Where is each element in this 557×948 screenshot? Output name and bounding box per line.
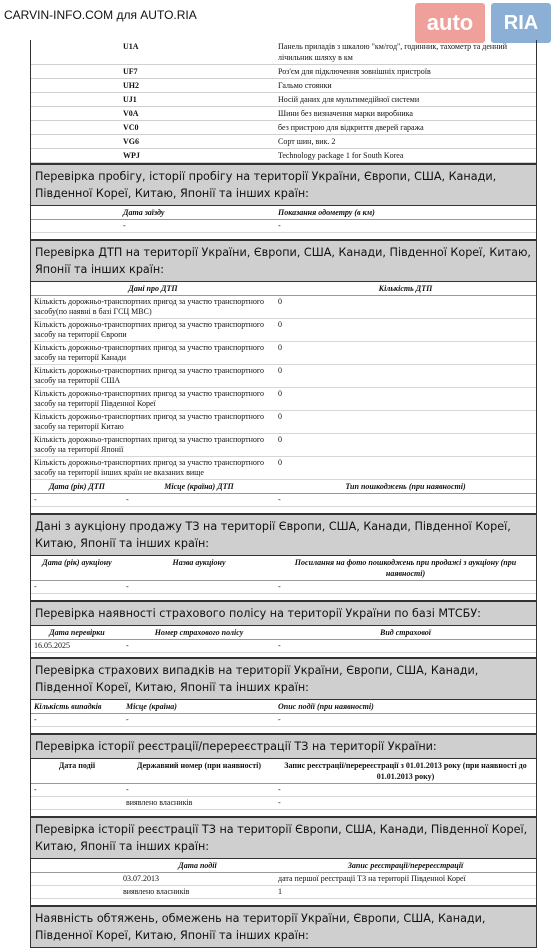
site-title: CARVIN-INFO.COM для AUTO.RIA xyxy=(4,8,197,22)
ria-logo: RIA xyxy=(491,3,551,43)
table-row: Кількість дорожньо-транспортних пригод за участю транспортного засобу(по наявні в базі ГСЦ МВС) 0 xyxy=(31,296,536,319)
table-row: - - xyxy=(31,220,536,233)
option-row: V0A Шини без визначення марки виробника xyxy=(31,107,536,121)
section-mileage-title: Перевірка пробігу, історії пробігу на території України, Європи, США, Канади, Південної Кореї, Китаю, Японії та інших країн: xyxy=(31,163,536,206)
table-row: Кількість дорожньо-транспортних пригод за участю транспортного засобу на території Китаю 0 xyxy=(31,411,536,434)
section-registration-world-title: Перевірка історії реєстрації ТЗ на території Європи, США, Канади, Південної Кореї, Китаю, Японії та інших країн: xyxy=(31,816,536,859)
table-row: Кількість дорожньо-транспортних пригод за участю транспортного засобу на території Європи 0 xyxy=(31,319,536,342)
table-row: - - - xyxy=(31,784,536,797)
table-row: Кількість дорожньо-транспортних пригод за участю транспортного засобу на території США 0 xyxy=(31,365,536,388)
option-row: UH2 Гальмо стоянки xyxy=(31,79,536,93)
option-row: UJ1 Носій даних для мультимедійної системи xyxy=(31,93,536,107)
section-insurance-title: Перевірка наявності страхового полісу на території України по базі МТСБУ: xyxy=(31,600,536,626)
section-accidents-title: Перевірка ДТП на території України, Європи, США, Канади, Південної Кореї, Китаю, Японії та інших країн: xyxy=(31,239,536,282)
option-row: VG6 Сорт шин, вик. 2 xyxy=(31,135,536,149)
table-row: Кількість дорожньо-транспортних пригод за участю транспортного засобу на території інших країн не вказаних вище 0 xyxy=(31,457,536,480)
registration-world-table-header: Дата події Запис реєстрації/перереєстрації xyxy=(31,859,536,873)
accidents-table-header: Дані про ДТП Кількість ДТП xyxy=(31,282,536,296)
table-row: Кількість дорожньо-транспортних пригод за участю транспортного засобу на території Японії 0 xyxy=(31,434,536,457)
option-row: WPJ Technology package 1 for South Korea xyxy=(31,149,536,163)
table-row: - - - xyxy=(31,714,536,727)
table-row: виявлено власників 1 xyxy=(31,886,536,899)
option-row: U1A Панель приладів з шкалою "км/год", годинник, тахометр та денний лічильник шляху в км xyxy=(31,40,536,65)
insurance-table-header: Дата перевірки Номер страхового полісу Вид страхової xyxy=(31,626,536,640)
table-row: - - - xyxy=(31,494,536,507)
top-bar xyxy=(0,0,557,34)
table-row: Кількість дорожньо-транспортних пригод за участю транспортного засобу на території Південної Кореї 0 xyxy=(31,388,536,411)
accidents-detail-header: Дата (рік) ДТП Місце (країна) ДТП Тип пошкоджень (при наявності) xyxy=(31,480,536,494)
table-row: 03.07.2013 дата першої реєстрації ТЗ на території Південної Кореї xyxy=(31,873,536,886)
mileage-table-header: Дата заїзду Показання одометру (в км) xyxy=(31,206,536,220)
section-auction-title: Дані з аукціону продажу ТЗ на території Європи, США, Канади, Південної Кореї, Китаю, Японії та інших країн: xyxy=(31,513,536,556)
table-row: - - - xyxy=(31,581,536,594)
auto-logo: auto xyxy=(415,3,485,43)
report-document xyxy=(30,40,537,948)
option-row: VC0 без пристрою для відкриття дверей гаража xyxy=(31,121,536,135)
registration-ua-table-header: Дата події Державний номер (при наявності) Запис реєстрації/перереєстрації з 01.01.2013 року (при наявності до 01.01.2013 року) xyxy=(31,759,536,784)
claims-table-header: Кількість випадків Місце (країна) Опис події (при наявності) xyxy=(31,700,536,714)
auction-table-header: Дата (рік) аукціону Назва аукціону Посилання на фото пошкоджень при продажі з аукціону (при наявності) xyxy=(31,556,536,581)
section-encumbrance-title: Наявність обтяжень, обмежень на території України, Європи, США, Канади, Південної Кореї, Китаю, Японії та інших країн: xyxy=(31,905,536,948)
options-list xyxy=(31,40,536,163)
table-row: 16.05.2025 - - xyxy=(31,640,536,653)
section-registration-ua-title: Перевірка історії реєстрації/перереєстрації ТЗ на території України: xyxy=(31,733,536,759)
table-row: виявлено власників - xyxy=(31,797,536,810)
section-claims-title: Перевірка страхових випадків на території України, Європи, США, Канади, Південної Кореї, Китаю, Японії та інших країн: xyxy=(31,657,536,700)
option-row: UF7 Роз'єм для підключення зовнішніх пристроїв xyxy=(31,65,536,79)
table-row: Кількість дорожньо-транспортних пригод за участю транспортного засобу на території Канади 0 xyxy=(31,342,536,365)
